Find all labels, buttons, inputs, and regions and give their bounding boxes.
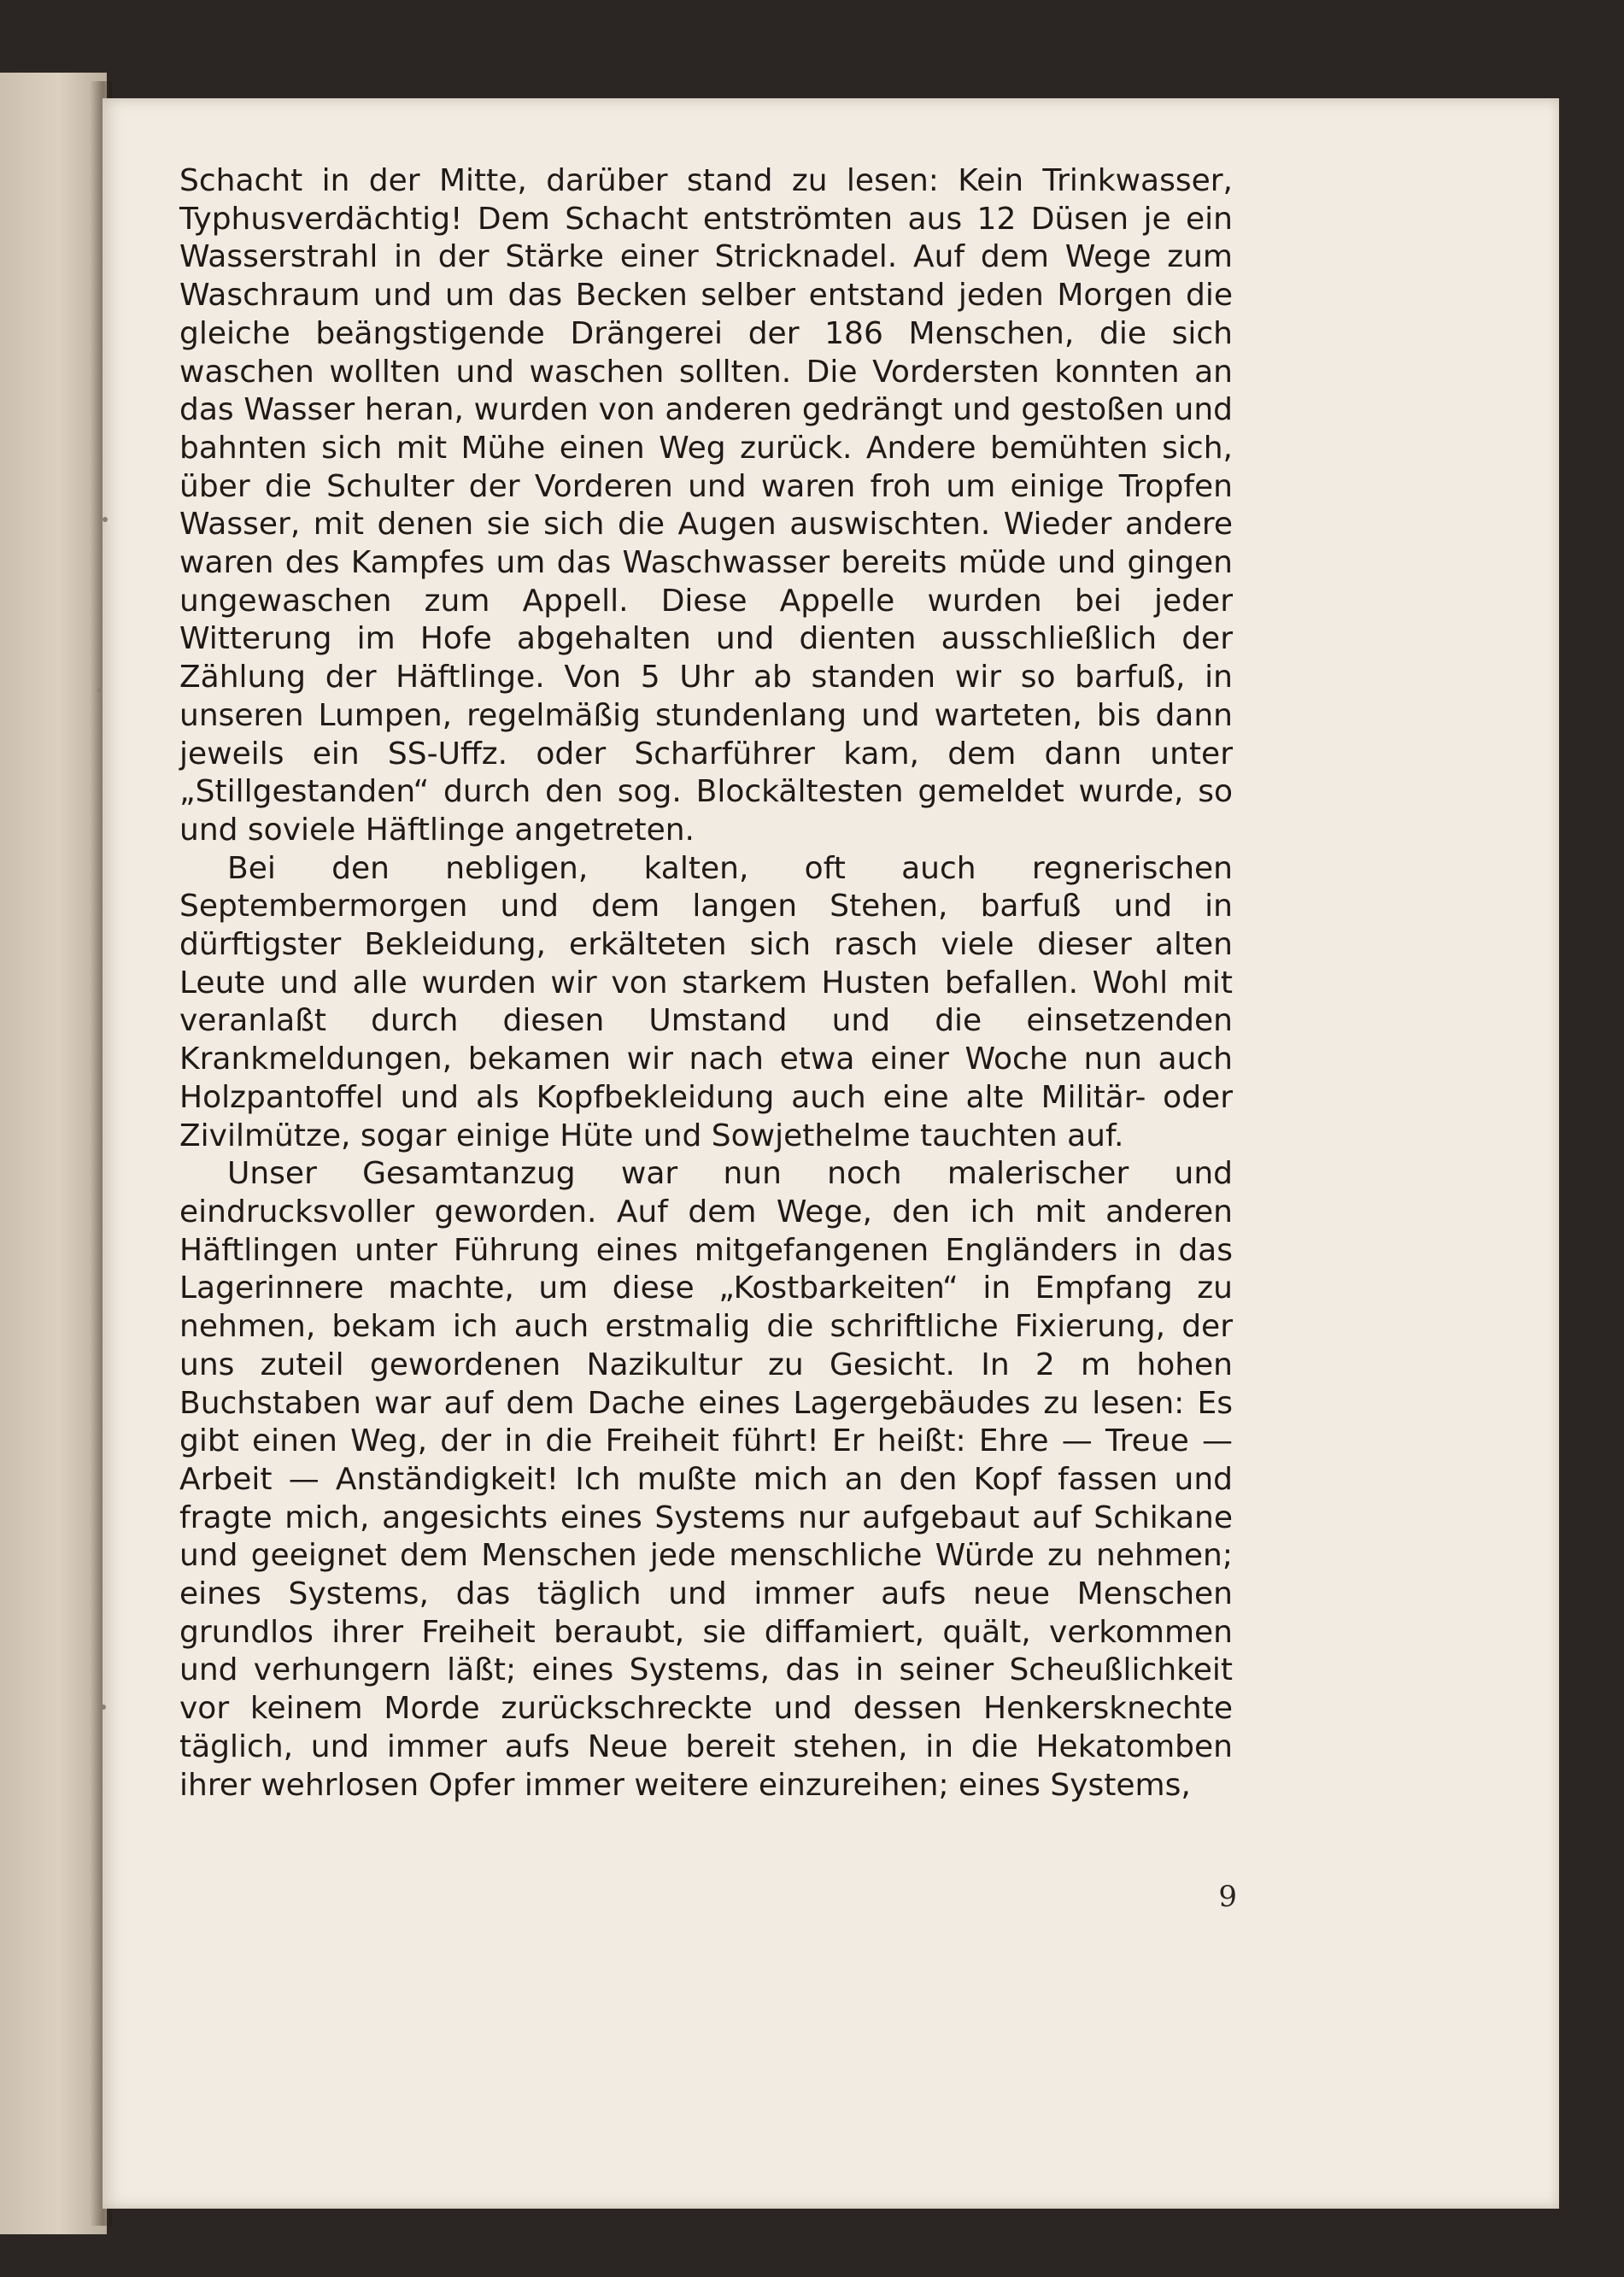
page-speck xyxy=(97,688,103,693)
page-speck xyxy=(101,1705,106,1710)
paragraph: Schacht in der Mitte, darüber stand zu lesen: Kein Trinkwasser, Typhusverdächtig! Dem Schacht entströmten aus 12 Düsen je ein Wasserstrahl in der Stärke einer Stricknadel. Auf dem Wege zum Waschraum und um das Becken selber entstand jeden Morgen die gleiche beängstigende Drängerei der 186 Menschen, die sich waschen wollten und waschen sollten. Die Vordersten konnten an das Wasser heran, wurden von anderen gedrängt und gestoßen und bahnten sich mit Mühe einen Weg zurück. Andere bemühten sich, über die Schulter der Vorderen und waren froh um einige Tropfen Wasser, mit denen sie sich die Augen auswischten. Wieder andere waren des Kampfes um das Waschwasser bereits müde und gingen ungewaschen zum Appell. Diese Appelle wurden bei jeder Witterung im Hofe abgehalten und dienten ausschließlich der Zählung der Häftlinge. Von 5 Uhr ab standen wir so barfuß, in unseren Lumpen, regelmäßig stundenlang und warteten, bis dann jeweils ein SS-Uffz. oder Scharführer kam, dem dann unter „Stillgestanden“ durch den sog. Blockältesten gemeldet wurde, so und soviele Häftlinge angetreten. xyxy=(179,163,1233,848)
paragraph: Unser Gesamtanzug war nun noch malerischer und eindrucksvoller geworden. Auf dem Wege, den ich mit anderen Häftlingen unter Führung eines mitgefangenen Engländers in das Lagerinnere machte, um diese „Kostbarkeiten“ in Empfang zu nehmen, bekam ich auch erstmalig die schriftliche Fixierung, der uns zuteil gewordenen Nazikultur zu Gesicht. In 2 m hohen Buchstaben war auf dem Dache eines Lagergebäudes zu lesen: Es gibt einen Weg, der in die Freiheit führt! Er heißt: Ehre — Treue — Arbeit — Anständigkeit! Ich mußte mich an den Kopf fassen und fragte mich, angesichts eines Systems nur aufgebaut auf Schikane und geeignet dem Menschen jede menschliche Würde zu nehmen; eines Systems, das täglich und immer aufs neue Menschen grundlos ihrer Freiheit beraubt, sie diffamiert, quält, verkommen und verhungern läßt; eines Systems, das in seiner Scheußlichkeit vor keinem Morde zurückschreckte und dessen Henkersknechte täglich, und immer aufs Neue bereit stehen, in die Hekatomben ihrer wehrlosen Opfer immer weitere einzureihen; eines Systems, xyxy=(179,1156,1233,1803)
page-number: 9 xyxy=(1218,1880,1237,1914)
page-body-text xyxy=(179,162,1233,1805)
page-speck xyxy=(103,517,108,522)
paragraph: Bei den nebligen, kalten, oft auch regnerischen Septembermorgen und dem langen Stehen, barfuß und in dürftigster Bekleidung, erkälteten sich rasch viele dieser alten Leute und alle wurden wir von starkem Husten befallen. Wohl mit veranlaßt durch diesen Umstand und die einsetzenden Krankmeldungen, bekamen wir nach etwa einer Woche nun auch Holzpantoffel und als Kopfbekleidung auch eine alte Militär- oder Zivilmütze, sogar einige Hüte und Sowjethelme tauchten auf. xyxy=(179,850,1233,1153)
